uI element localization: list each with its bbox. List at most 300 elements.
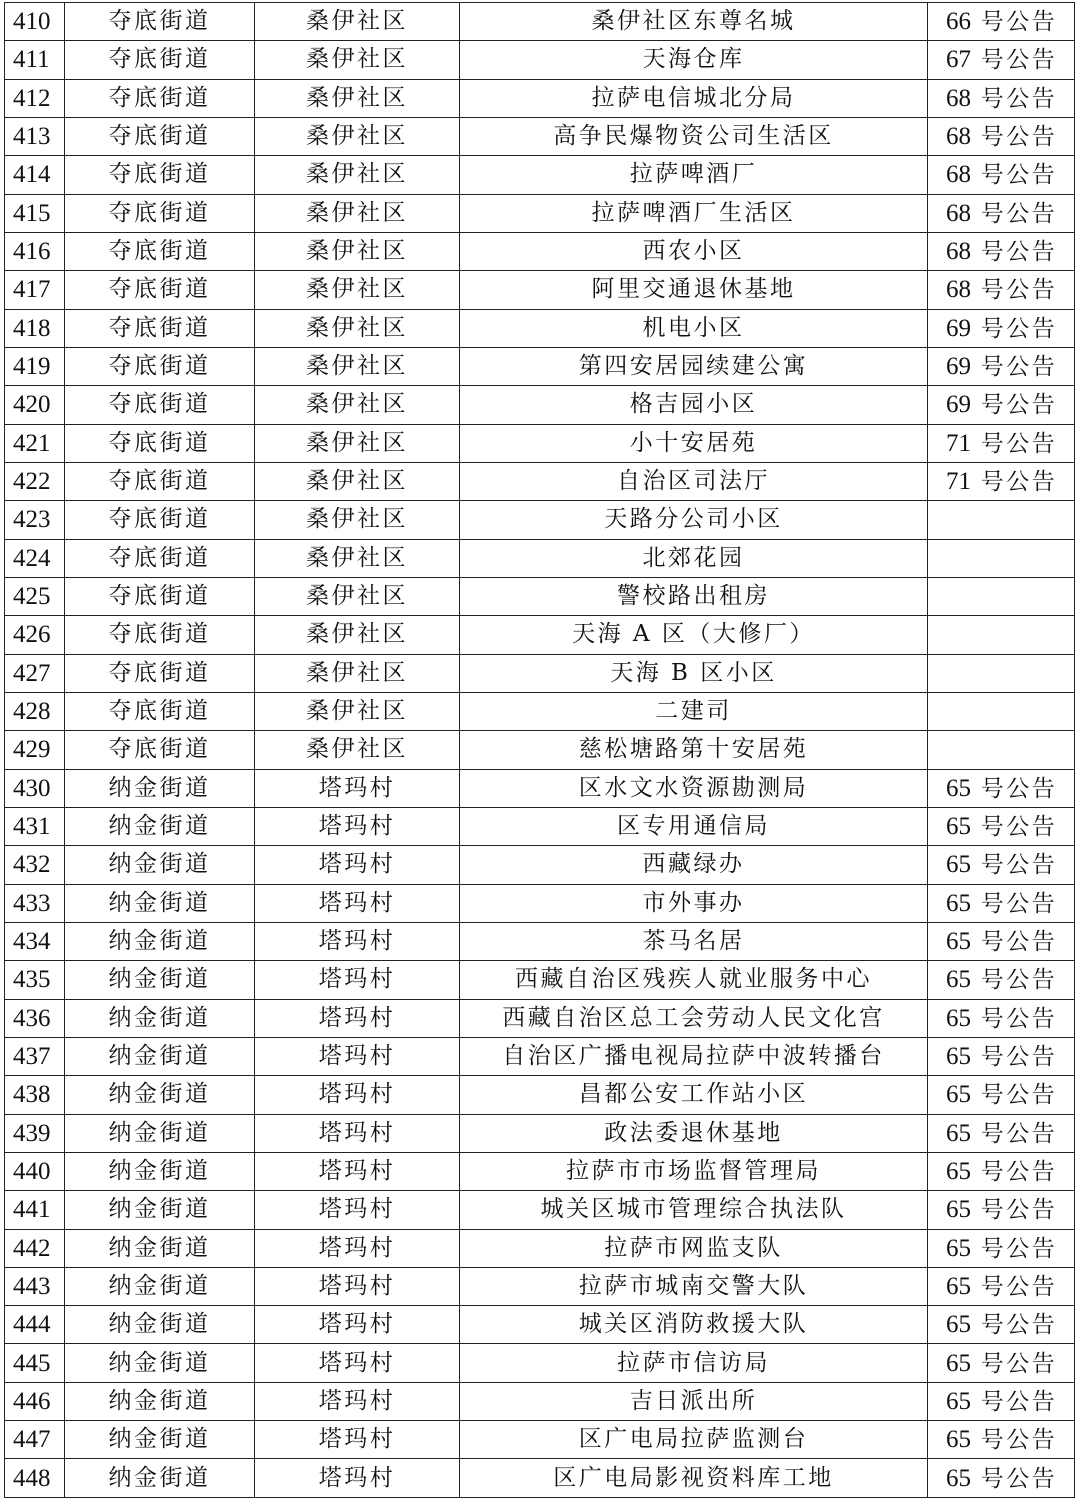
street-cell: 纳金街道 [65, 961, 255, 999]
notice-number: 65 [946, 1081, 971, 1109]
notice-label: 号公告 [971, 200, 1058, 227]
notice-label: 号公告 [971, 47, 1058, 74]
notice-label: 号公告 [971, 929, 1058, 956]
notice-cell [928, 462, 1075, 500]
notice-number: 65 [946, 1387, 971, 1415]
notice-cell [928, 156, 1075, 194]
site-name-cell: 第四安居园续建公寓 [460, 347, 928, 385]
site-name-cell: 慈松塘路第十安居苑 [460, 731, 928, 769]
notice-label: 号公告 [971, 277, 1058, 304]
street-cell: 夺底街道 [65, 386, 255, 424]
notice-number: 69 [946, 353, 971, 381]
row-number-cell: 415 [5, 194, 65, 232]
row-number-cell: 417 [5, 271, 65, 309]
table-row [5, 386, 1075, 424]
notice-number: 68 [946, 123, 971, 151]
notice-label: 号公告 [971, 890, 1058, 917]
site-name-cell: 西藏自治区总工会劳动人民文化宫 [460, 999, 928, 1037]
table-row [5, 807, 1075, 845]
table-row [5, 577, 1075, 615]
notice-label: 号公告 [971, 430, 1058, 457]
table-row [5, 539, 1075, 577]
table-row [5, 1382, 1075, 1420]
notice-cell [928, 1152, 1075, 1190]
table-row [5, 1229, 1075, 1267]
site-name-cell: 自治区司法厅 [460, 462, 928, 500]
row-number-cell: 442 [5, 1229, 65, 1267]
site-name-cell: 拉萨市市场监督管理局 [460, 1152, 928, 1190]
row-number-cell: 433 [5, 884, 65, 922]
notice-label: 号公告 [971, 1159, 1058, 1185]
community-cell: 塔玛村 [255, 884, 460, 922]
row-number-cell: 444 [5, 1306, 65, 1344]
table-row [5, 462, 1075, 500]
table-row [5, 654, 1075, 692]
street-cell: 夺底街道 [65, 424, 255, 462]
site-name-cell: 拉萨啤酒厂生活区 [460, 194, 928, 232]
table-row [5, 271, 1075, 309]
notice-number: 68 [946, 161, 971, 189]
notice-cell [928, 117, 1075, 155]
street-cell: 纳金街道 [65, 1229, 255, 1267]
notice-cell [928, 271, 1075, 309]
notice-label: 号公告 [971, 354, 1058, 381]
row-number-cell: 432 [5, 846, 65, 884]
table-row [5, 117, 1075, 155]
notice-label: 号公告 [971, 469, 1058, 496]
site-name-cell: 区广电局拉萨监测台 [460, 1421, 928, 1459]
site-name-cell: 高争民爆物资公司生活区 [460, 117, 928, 155]
site-name-cell: 天海仓库 [460, 41, 928, 79]
site-name-cell: 吉日派出所 [460, 1382, 928, 1420]
row-number-cell: 427 [5, 654, 65, 692]
community-cell: 塔玛村 [255, 922, 460, 960]
table-row [5, 1076, 1075, 1114]
table-row [5, 731, 1075, 769]
row-number-cell: 424 [5, 539, 65, 577]
site-name-cell: 天路分公司小区 [460, 501, 928, 539]
community-cell: 塔玛村 [255, 846, 460, 884]
notice-cell [928, 386, 1075, 424]
community-cell: 桑伊社区 [255, 386, 460, 424]
address-table [4, 2, 1075, 1498]
community-cell: 塔玛村 [255, 1344, 460, 1382]
site-name-cell: 二建司 [460, 692, 928, 730]
street-cell: 纳金街道 [65, 807, 255, 845]
table-row [5, 1421, 1075, 1459]
table-row [5, 1459, 1075, 1497]
notice-cell [928, 1344, 1075, 1382]
street-cell: 纳金街道 [65, 846, 255, 884]
community-cell: 桑伊社区 [255, 616, 460, 654]
table-row [5, 309, 1075, 347]
community-cell: 塔玛村 [255, 1306, 460, 1344]
community-cell: 塔玛村 [255, 1382, 460, 1420]
community-cell: 塔玛村 [255, 1267, 460, 1305]
notice-label: 号公告 [971, 1388, 1058, 1415]
notice-number: 65 [946, 928, 971, 956]
community-cell: 塔玛村 [255, 1191, 460, 1229]
row-number-cell: 436 [5, 999, 65, 1037]
notice-cell [928, 1037, 1075, 1075]
street-cell: 纳金街道 [65, 1421, 255, 1459]
notice-number: 71 [946, 468, 971, 496]
row-number-cell: 447 [5, 1421, 65, 1459]
street-cell: 纳金街道 [65, 1382, 255, 1420]
row-number-cell: 414 [5, 156, 65, 194]
street-cell: 纳金街道 [65, 999, 255, 1037]
community-cell: 桑伊社区 [255, 539, 460, 577]
site-name-cell: 区广电局影视资料库工地 [460, 1459, 928, 1497]
row-number-cell: 416 [5, 232, 65, 270]
notice-number: 69 [946, 314, 971, 342]
row-number-cell: 446 [5, 1382, 65, 1420]
community-cell: 桑伊社区 [255, 424, 460, 462]
notice-cell [928, 577, 1075, 615]
notice-cell [928, 1229, 1075, 1267]
table-row [5, 1306, 1075, 1344]
notice-label: 号公告 [971, 1427, 1058, 1454]
row-number-cell: 423 [5, 501, 65, 539]
street-cell: 夺底街道 [65, 692, 255, 730]
notice-cell [928, 41, 1075, 79]
notice-cell [928, 692, 1075, 730]
site-name-cell: 格吉园小区 [460, 386, 928, 424]
row-number-cell: 443 [5, 1267, 65, 1305]
notice-cell [928, 884, 1075, 922]
table-row [5, 961, 1075, 999]
site-name-cell: 城关区城市管理综合执法队 [460, 1191, 928, 1229]
notice-cell [928, 1267, 1075, 1305]
row-number-cell: 419 [5, 347, 65, 385]
table-row [5, 194, 1075, 232]
notice-cell [928, 999, 1075, 1037]
table-row [5, 79, 1075, 117]
street-cell: 夺底街道 [65, 41, 255, 79]
street-cell: 夺底街道 [65, 156, 255, 194]
community-cell: 桑伊社区 [255, 462, 460, 500]
row-number-cell: 413 [5, 117, 65, 155]
notice-number: 67 [946, 46, 971, 74]
row-number-cell: 439 [5, 1114, 65, 1152]
row-number-cell: 429 [5, 731, 65, 769]
notice-number: 68 [946, 238, 971, 266]
row-number-cell: 428 [5, 692, 65, 730]
site-name-cell: 桑伊社区东尊名城 [460, 3, 928, 41]
street-cell: 纳金街道 [65, 1191, 255, 1229]
notice-label: 号公告 [971, 124, 1058, 151]
notice-label: 号公告 [971, 967, 1058, 994]
row-number-cell: 418 [5, 309, 65, 347]
notice-number: 65 [946, 1426, 971, 1454]
site-name-cell: 政法委退休基地 [460, 1114, 928, 1152]
street-cell: 纳金街道 [65, 1267, 255, 1305]
notice-label: 号公告 [971, 162, 1058, 189]
row-number-cell: 425 [5, 577, 65, 615]
site-name-cell: 阿里交通退休基地 [460, 271, 928, 309]
community-cell: 塔玛村 [255, 961, 460, 999]
community-cell: 桑伊社区 [255, 117, 460, 155]
notice-cell [928, 654, 1075, 692]
street-cell: 夺底街道 [65, 117, 255, 155]
site-name-cell: 北郊花园 [460, 539, 928, 577]
row-number-cell: 441 [5, 1191, 65, 1229]
site-name-cell: 市外事办 [460, 884, 928, 922]
notice-label: 号公告 [971, 775, 1058, 802]
notice-number: 71 [946, 429, 971, 457]
notice-label: 号公告 [971, 1197, 1058, 1224]
street-cell: 夺底街道 [65, 79, 255, 117]
row-number-cell: 421 [5, 424, 65, 462]
street-cell: 纳金街道 [65, 1459, 255, 1497]
site-name-cell: 区专用通信局 [460, 807, 928, 845]
site-name-cell: 拉萨市城南交警大队 [460, 1267, 928, 1305]
notice-cell [928, 1114, 1075, 1152]
notice-cell [928, 424, 1075, 462]
community-cell: 桑伊社区 [255, 232, 460, 270]
row-number-cell: 411 [5, 41, 65, 79]
table-row [5, 769, 1075, 807]
street-cell: 夺底街道 [65, 3, 255, 41]
notice-label: 号公告 [971, 85, 1058, 112]
notice-label: 号公告 [971, 1235, 1058, 1262]
notice-cell [928, 1459, 1075, 1497]
table-row [5, 1191, 1075, 1229]
street-cell: 夺底街道 [65, 271, 255, 309]
street-cell: 纳金街道 [65, 1037, 255, 1075]
notice-cell [928, 807, 1075, 845]
notice-label: 号公告 [971, 1350, 1058, 1377]
notice-number: 65 [946, 1311, 971, 1339]
row-number-cell: 422 [5, 462, 65, 500]
site-name-cell: 自治区广播电视局拉萨中波转播台 [460, 1037, 928, 1075]
street-cell: 纳金街道 [65, 884, 255, 922]
notice-cell [928, 616, 1075, 654]
notice-number: 65 [946, 1158, 971, 1185]
row-number-cell: 437 [5, 1037, 65, 1075]
row-number-cell: 412 [5, 79, 65, 117]
site-name-cell: 拉萨市信访局 [460, 1344, 928, 1382]
notice-label: 号公告 [971, 392, 1058, 419]
row-number-cell: 420 [5, 386, 65, 424]
street-cell: 夺底街道 [65, 194, 255, 232]
community-cell: 塔玛村 [255, 1459, 460, 1497]
community-cell: 塔玛村 [255, 1037, 460, 1075]
notice-cell [928, 1076, 1075, 1114]
street-cell: 夺底街道 [65, 654, 255, 692]
notice-number: 66 [946, 8, 971, 36]
site-name-cell: 西藏自治区残疾人就业服务中心 [460, 961, 928, 999]
table-row [5, 999, 1075, 1037]
notice-cell [928, 232, 1075, 270]
table-row [5, 3, 1075, 41]
community-cell: 桑伊社区 [255, 3, 460, 41]
notice-label: 号公告 [971, 239, 1058, 266]
notice-number: 69 [946, 391, 971, 419]
notice-label: 号公告 [971, 315, 1058, 342]
row-number-cell: 426 [5, 616, 65, 654]
row-number-cell: 435 [5, 961, 65, 999]
site-name-cell: 拉萨市网监支队 [460, 1229, 928, 1267]
notice-label: 号公告 [971, 814, 1058, 841]
community-cell: 桑伊社区 [255, 156, 460, 194]
community-cell: 塔玛村 [255, 1421, 460, 1459]
notice-label: 号公告 [971, 852, 1058, 879]
community-cell: 桑伊社区 [255, 271, 460, 309]
site-name-cell: 小十安居苑 [460, 424, 928, 462]
community-cell: 桑伊社区 [255, 654, 460, 692]
notice-number: 65 [946, 889, 971, 917]
table-row [5, 424, 1075, 462]
street-cell: 纳金街道 [65, 1152, 255, 1190]
table-row [5, 922, 1075, 960]
table-row [5, 232, 1075, 270]
table-row [5, 41, 1075, 79]
notice-cell [928, 922, 1075, 960]
row-number-cell: 438 [5, 1076, 65, 1114]
site-name-cell: 区水文水资源勘测局 [460, 769, 928, 807]
notice-number: 65 [946, 1272, 971, 1300]
row-number-cell: 445 [5, 1344, 65, 1382]
notice-number: 65 [946, 774, 971, 802]
notice-number: 65 [946, 1234, 971, 1262]
street-cell: 纳金街道 [65, 1114, 255, 1152]
table-row [5, 347, 1075, 385]
street-cell: 纳金街道 [65, 769, 255, 807]
table-row [5, 1037, 1075, 1075]
community-cell: 桑伊社区 [255, 731, 460, 769]
site-name-cell: 昌都公安工作站小区 [460, 1076, 928, 1114]
notice-number: 65 [946, 1349, 971, 1377]
community-cell: 桑伊社区 [255, 501, 460, 539]
notice-number: 68 [946, 276, 971, 304]
row-number-cell: 430 [5, 769, 65, 807]
notice-cell [928, 194, 1075, 232]
community-cell: 塔玛村 [255, 1076, 460, 1114]
community-cell: 桑伊社区 [255, 309, 460, 347]
notice-number: 65 [946, 1119, 971, 1147]
site-name-cell: 天海 A 区（大修厂） [460, 616, 928, 654]
site-name-cell: 西农小区 [460, 232, 928, 270]
street-cell: 纳金街道 [65, 922, 255, 960]
notice-cell [928, 501, 1075, 539]
community-cell: 桑伊社区 [255, 577, 460, 615]
street-cell: 纳金街道 [65, 1076, 255, 1114]
notice-cell [928, 3, 1075, 41]
notice-label: 号公告 [971, 9, 1058, 36]
community-cell: 桑伊社区 [255, 194, 460, 232]
notice-cell [928, 1421, 1075, 1459]
community-cell: 塔玛村 [255, 1114, 460, 1152]
notice-cell [928, 79, 1075, 117]
notice-number: 65 [946, 1043, 971, 1071]
table-row [5, 846, 1075, 884]
notice-label: 号公告 [971, 1465, 1058, 1492]
notice-cell [928, 769, 1075, 807]
community-cell: 桑伊社区 [255, 347, 460, 385]
site-name-cell: 天海 B 区小区 [460, 654, 928, 692]
notice-cell [928, 846, 1075, 884]
notice-label: 号公告 [971, 1120, 1058, 1147]
street-cell: 夺底街道 [65, 347, 255, 385]
site-name-cell: 茶马名居 [460, 922, 928, 960]
street-cell: 夺底街道 [65, 232, 255, 270]
street-cell: 夺底街道 [65, 501, 255, 539]
table-row [5, 156, 1075, 194]
table-body [5, 3, 1075, 1498]
notice-number: 68 [946, 199, 971, 227]
site-name-cell: 拉萨啤酒厂 [460, 156, 928, 194]
notice-number: 68 [946, 84, 971, 112]
notice-cell [928, 347, 1075, 385]
table-row [5, 1114, 1075, 1152]
notice-cell [928, 309, 1075, 347]
row-number-cell: 410 [5, 3, 65, 41]
notice-number: 65 [946, 1004, 971, 1032]
notice-number: 65 [946, 1464, 971, 1492]
community-cell: 桑伊社区 [255, 41, 460, 79]
notice-label: 号公告 [971, 1044, 1058, 1071]
notice-number: 65 [946, 813, 971, 841]
row-number-cell: 431 [5, 807, 65, 845]
community-cell: 塔玛村 [255, 999, 460, 1037]
notice-cell [928, 1382, 1075, 1420]
table-row [5, 1152, 1075, 1190]
notice-label: 号公告 [971, 1312, 1058, 1339]
table-row [5, 616, 1075, 654]
site-name-cell: 西藏绿办 [460, 846, 928, 884]
notice-cell [928, 731, 1075, 769]
row-number-cell: 440 [5, 1152, 65, 1190]
street-cell: 纳金街道 [65, 1306, 255, 1344]
notice-cell [928, 539, 1075, 577]
notice-number: 65 [946, 1196, 971, 1224]
street-cell: 夺底街道 [65, 731, 255, 769]
site-name-cell: 城关区消防救援大队 [460, 1306, 928, 1344]
row-number-cell: 448 [5, 1459, 65, 1497]
table-row [5, 501, 1075, 539]
community-cell: 塔玛村 [255, 1229, 460, 1267]
community-cell: 塔玛村 [255, 1152, 460, 1190]
site-name-cell: 警校路出租房 [460, 577, 928, 615]
notice-number: 65 [946, 966, 971, 994]
street-cell: 纳金街道 [65, 1344, 255, 1382]
notice-cell [928, 1191, 1075, 1229]
table-row [5, 692, 1075, 730]
community-cell: 桑伊社区 [255, 692, 460, 730]
table-row [5, 1344, 1075, 1382]
notice-label: 号公告 [971, 1082, 1058, 1109]
notice-number: 65 [946, 851, 971, 879]
notice-cell [928, 1306, 1075, 1344]
community-cell: 桑伊社区 [255, 79, 460, 117]
street-cell: 夺底街道 [65, 539, 255, 577]
street-cell: 夺底街道 [65, 616, 255, 654]
site-name-cell: 机电小区 [460, 309, 928, 347]
community-cell: 塔玛村 [255, 807, 460, 845]
table-row [5, 1267, 1075, 1305]
table-row [5, 884, 1075, 922]
street-cell: 夺底街道 [65, 462, 255, 500]
notice-cell [928, 961, 1075, 999]
row-number-cell: 434 [5, 922, 65, 960]
community-cell: 塔玛村 [255, 769, 460, 807]
notice-label: 号公告 [971, 1273, 1058, 1300]
street-cell: 夺底街道 [65, 577, 255, 615]
notice-label: 号公告 [971, 1005, 1058, 1032]
street-cell: 夺底街道 [65, 309, 255, 347]
site-name-cell: 拉萨电信城北分局 [460, 79, 928, 117]
